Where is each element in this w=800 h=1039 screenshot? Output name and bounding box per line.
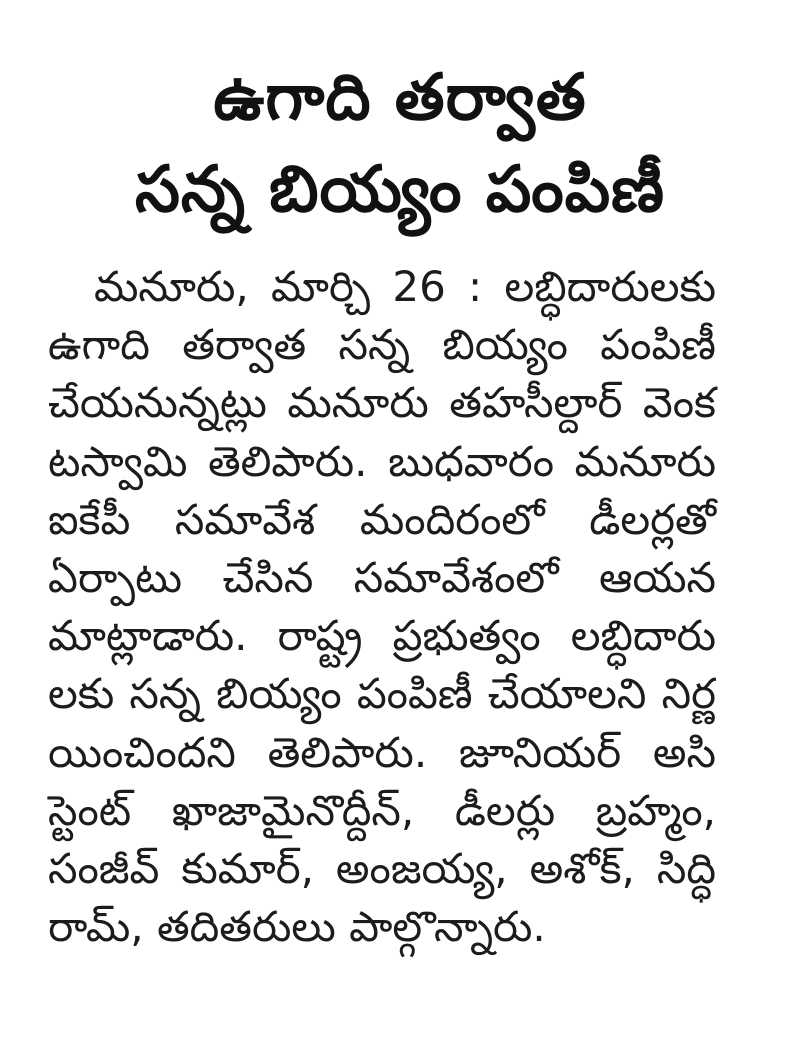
- body-line-1: మనూరు, మార్చి 26 : లబ్ధిదారులకు: [94, 262, 716, 311]
- headline: [40, 52, 760, 236]
- body-line-5: ఐకేపీ సమావేశ మందిరంలో డీలర్లతో: [48, 494, 716, 544]
- body-line-3: చేయనున్నట్లు మనూరు తహసీల్దార్ వెంక: [48, 378, 716, 428]
- article-body: [48, 258, 716, 956]
- headline-line-1: ఉగాది తర్వాత: [213, 61, 587, 135]
- body-line-2: ఉగాది తర్వాత సన్న బియ్యం పంపిణీ: [48, 320, 716, 370]
- body-line-7: మాట్లాడారు. రాష్ట్ర ప్రభుత్వం లబ్ధిదారు: [48, 611, 716, 661]
- body-line-4: టస్వామి తెలిపారు. బుధవారం మనూరు: [48, 436, 716, 486]
- body-line-9: యించిందని తెలిపారు. జూనియర్ అసి: [48, 727, 716, 777]
- body-line-10: స్టెంట్ ఖాజామైనొద్దీన్, డీలర్లు బ్రహ్మం,: [48, 785, 716, 835]
- body-line-12: రామ్, తదితరులు పాల్గొన్నారు.: [48, 902, 546, 952]
- body-line-11: సంజీవ్ కుమార్, అంజయ్య, అశోక్, సిద్ధి: [48, 844, 716, 894]
- body-line-6: ఏర్పాటు చేసిన సమావేశంలో ఆయన: [48, 553, 716, 603]
- body-line-8: లకు సన్న బియ్యం పంపిణీ చేయాలని నిర్ణ: [48, 669, 716, 719]
- headline-line-2: సన్న బియ్యం పంపిణీ: [134, 153, 666, 227]
